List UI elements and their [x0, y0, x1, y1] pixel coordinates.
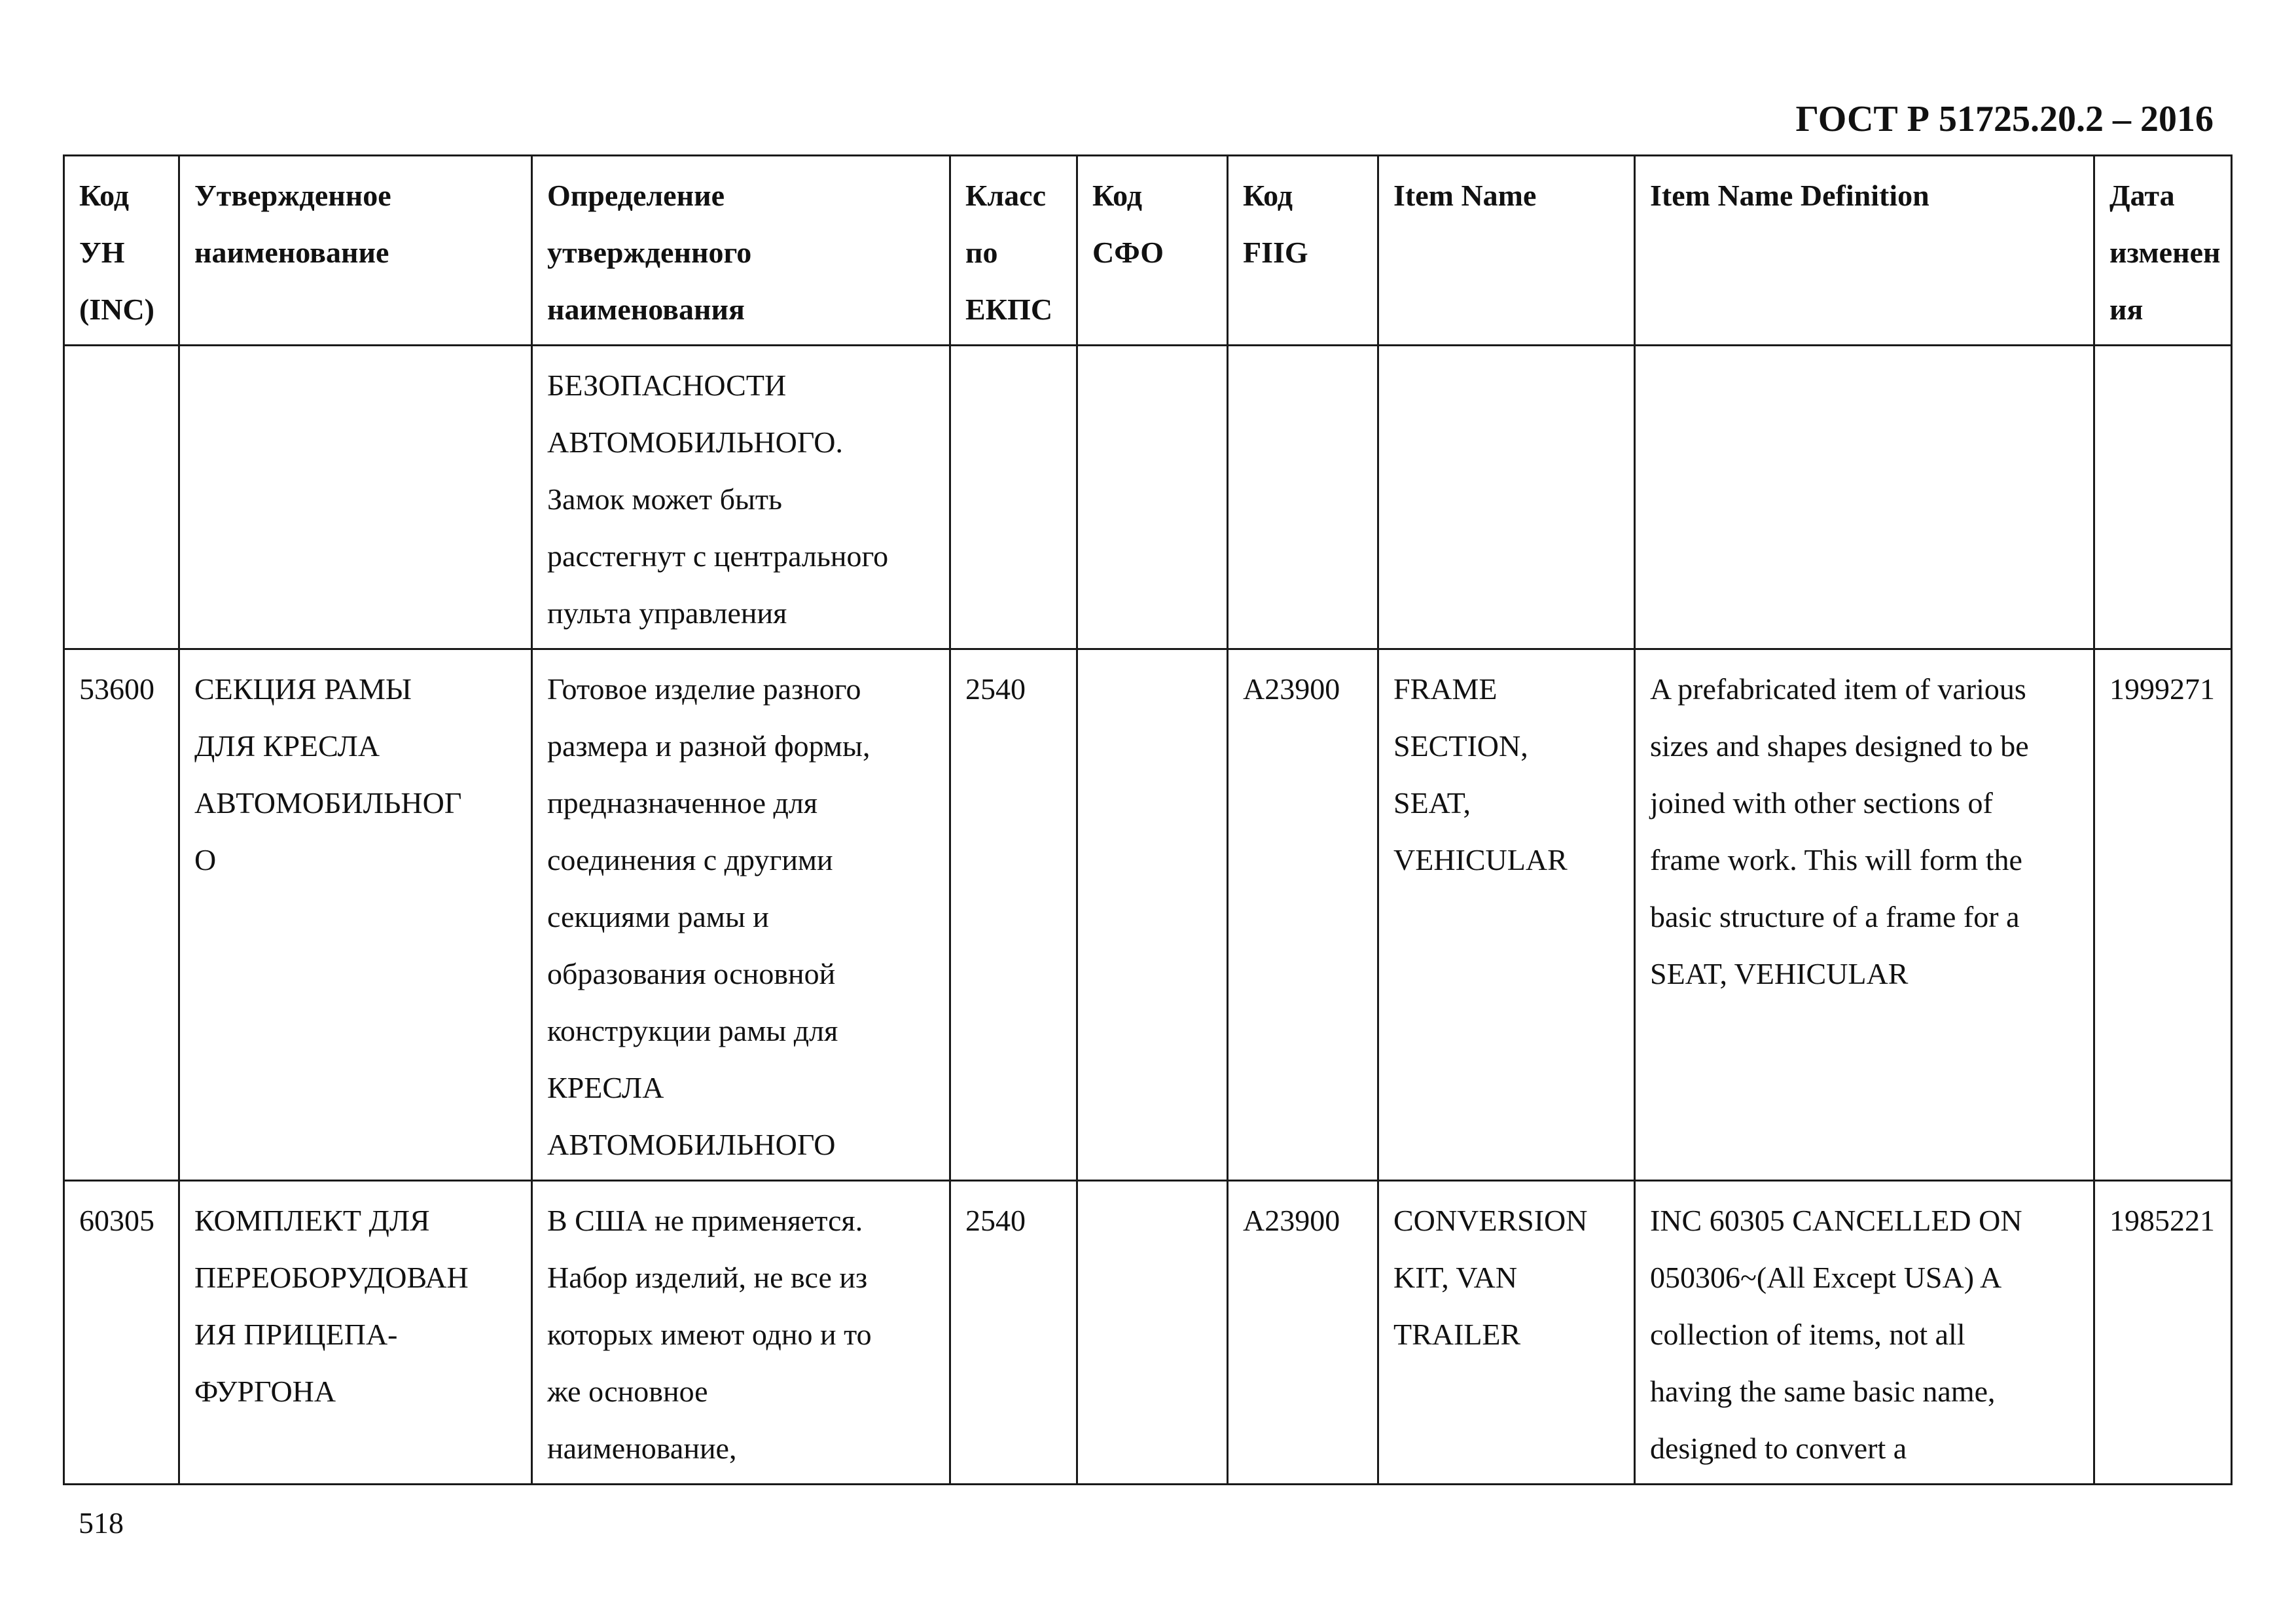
cell-line: БЕЗОПАСНОСТИ [547, 369, 787, 402]
header-line: изменен [2109, 236, 2221, 269]
cell-line: SECTION, [1393, 729, 1528, 763]
name-cell [179, 346, 532, 649]
cell-line: 53600 [79, 672, 154, 706]
cell-line: 2540 [965, 672, 1026, 706]
cell-line: АВТОМОБИЛЬНОГО [547, 1128, 836, 1161]
inc-cell [64, 346, 179, 649]
definition-cell [532, 1181, 950, 1485]
cell-line: же основное [547, 1375, 708, 1408]
sfo-cell [1077, 649, 1228, 1181]
cell-line: 1985221 [2109, 1204, 2215, 1237]
cell-line: АВТОМОБИЛЬНОГО. [547, 425, 843, 459]
cell-line: FRAME [1393, 672, 1498, 706]
col-fiig-header [1228, 156, 1378, 346]
header-line: ия [2109, 293, 2144, 326]
cell-line: having the same basic name, [1650, 1375, 1996, 1408]
cell-line: КОМПЛЕКТ ДЛЯ [194, 1204, 430, 1237]
cell-line: A23900 [1243, 672, 1340, 706]
cell-line: В США не применяется. [547, 1204, 863, 1237]
cell-line: ФУРГОНА [194, 1375, 336, 1408]
sfo-cell [1077, 1181, 1228, 1485]
header-line: FIIG [1243, 236, 1308, 269]
header-line: Item Name Definition [1650, 179, 1929, 212]
fiig-cell [1228, 1181, 1378, 1485]
cell-line: 60305 [79, 1204, 154, 1237]
col-definition-header [532, 156, 950, 346]
header-line: Утвержденное [194, 179, 391, 212]
cell-line: предназначенное для [547, 786, 818, 820]
inc-cell [64, 1181, 179, 1485]
item-definition-cell [1635, 649, 2094, 1181]
class-cell [950, 649, 1077, 1181]
table-row [64, 1181, 2232, 1485]
cell-line: пульта управления [547, 596, 787, 630]
fiig-cell [1228, 346, 1378, 649]
col-sfo-header [1077, 156, 1228, 346]
date-cell [2094, 1181, 2232, 1485]
definition-cell [532, 649, 950, 1181]
cell-line: 2540 [965, 1204, 1026, 1237]
cell-line: A23900 [1243, 1204, 1340, 1237]
col-item-definition-header [1635, 156, 2094, 346]
cell-line: конструкции рамы для [547, 1014, 838, 1047]
cell-line: ДЛЯ КРЕСЛА [194, 729, 380, 763]
cell-line: расстегнут с центрального [547, 539, 889, 573]
item-name-cell [1378, 649, 1635, 1181]
item-definition-cell [1635, 346, 2094, 649]
header-line: утвержденного [547, 236, 752, 269]
cell-line: sizes and shapes designed to be [1650, 729, 2029, 763]
header-line: Код [79, 179, 130, 212]
cell-line: ПЕРЕОБОРУДОВАН [194, 1261, 469, 1294]
col-date-header [2094, 156, 2232, 346]
item-name-table [63, 154, 2233, 1485]
cell-line: О [194, 843, 217, 876]
cell-line: Набор изделий, не все из [547, 1261, 868, 1294]
cell-line: SEAT, VEHICULAR [1650, 957, 1909, 990]
cell-line: КРЕСЛА [547, 1071, 664, 1104]
cell-line: joined with other sections of [1650, 786, 1993, 820]
name-cell [179, 649, 532, 1181]
inc-cell [64, 649, 179, 1181]
col-class-header [950, 156, 1077, 346]
cell-line: TRAILER [1393, 1318, 1521, 1351]
cell-line: INC 60305 CANCELLED ON [1650, 1204, 2022, 1237]
table-row [64, 346, 2232, 649]
cell-line: frame work. This will form the [1650, 843, 2022, 876]
cell-line: designed to convert a [1650, 1432, 1907, 1465]
definition-cell [532, 346, 950, 649]
header-line: (INC) [79, 293, 154, 326]
date-cell [2094, 346, 2232, 649]
cell-line: ИЯ ПРИЦЕПА- [194, 1318, 398, 1351]
header-line: УН [79, 236, 125, 269]
cell-line: секциями рамы и [547, 900, 769, 933]
page-number: 518 [79, 1506, 124, 1540]
header-line: Определение [547, 179, 725, 212]
cell-line: Готовое изделие разного [547, 672, 861, 706]
cell-line: Замок может быть [547, 482, 782, 516]
header-line: Дата [2109, 179, 2175, 212]
col-item-name-header [1378, 156, 1635, 346]
date-cell [2094, 649, 2232, 1181]
header-line: Код [1092, 179, 1143, 212]
cell-line: VEHICULAR [1393, 843, 1568, 876]
item-definition-cell [1635, 1181, 2094, 1485]
header-line: СФО [1092, 236, 1164, 269]
cell-line: которых имеют одно и то [547, 1318, 872, 1351]
cell-line: наименование, [547, 1432, 737, 1465]
cell-line: СЕКЦИЯ РАМЫ [194, 672, 412, 706]
cell-line: соединения с другими [547, 843, 833, 876]
standard-designation: ГОСТ Р 51725.20.2 – 2016 [1795, 99, 2214, 139]
class-cell [950, 346, 1077, 649]
fiig-cell [1228, 649, 1378, 1181]
cell-line: collection of items, not all [1650, 1318, 1965, 1351]
item-name-cell [1378, 1181, 1635, 1485]
cell-line: 050306~(All Except USA) A [1650, 1261, 2002, 1294]
cell-line: SEAT, [1393, 786, 1471, 820]
header-line: Класс [965, 179, 1046, 212]
cell-line: образования основной [547, 957, 836, 990]
header-line: ЕКПС [965, 293, 1053, 326]
cell-line: 1999271 [2109, 672, 2215, 706]
col-name-header [179, 156, 532, 346]
cell-line: CONVERSION [1393, 1204, 1588, 1237]
cell-line: АВТОМОБИЛЬНОГ [194, 786, 462, 820]
sfo-cell [1077, 346, 1228, 649]
cell-line: KIT, VAN [1393, 1261, 1518, 1294]
table-header-row [64, 156, 2232, 346]
cell-line: размера и разной формы, [547, 729, 870, 763]
header-line: наименование [194, 236, 389, 269]
header-line: по [965, 236, 998, 269]
class-cell [950, 1181, 1077, 1485]
cell-line: basic structure of a frame for a [1650, 900, 2020, 933]
name-cell [179, 1181, 532, 1485]
header-line: Код [1243, 179, 1293, 212]
cell-line: A prefabricated item of various [1650, 672, 2026, 706]
table-row [64, 649, 2232, 1181]
header-line: Item Name [1393, 179, 1537, 212]
col-inc-header [64, 156, 179, 346]
header-line: наименования [547, 293, 745, 326]
item-name-cell [1378, 346, 1635, 649]
